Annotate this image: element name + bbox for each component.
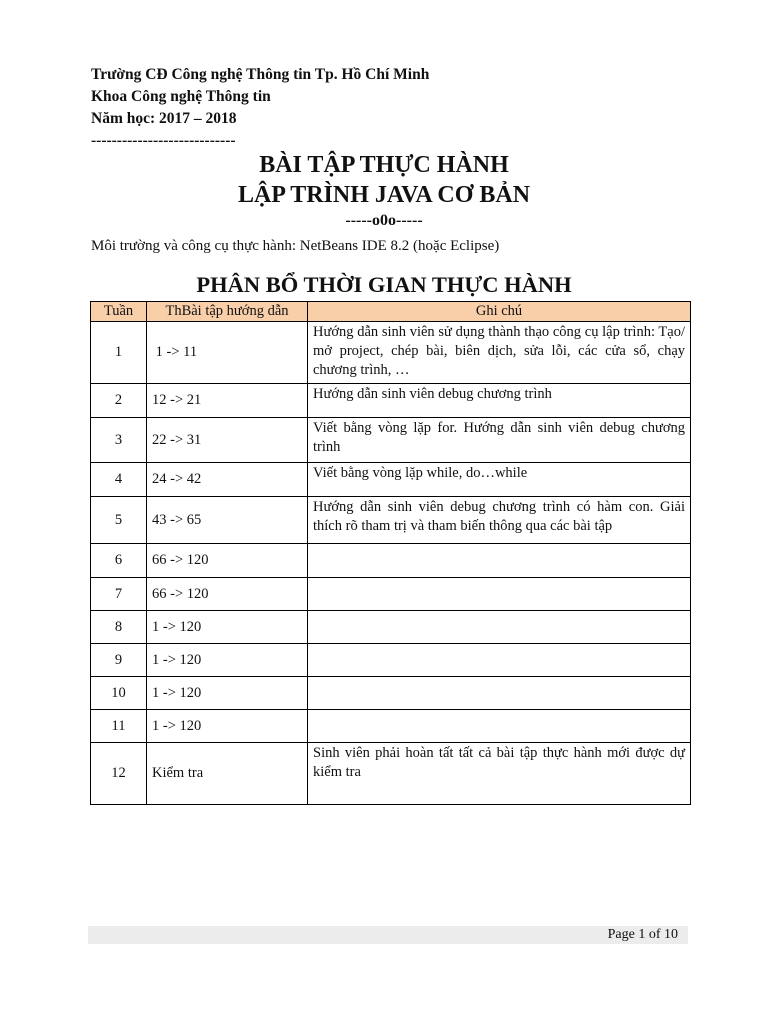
schedule-table bbox=[90, 301, 691, 805]
exercises-cell: Kiểm tra bbox=[147, 743, 308, 805]
week-cell: 12 bbox=[91, 743, 147, 805]
table-row bbox=[91, 322, 691, 384]
table-row bbox=[91, 463, 691, 497]
note-cell bbox=[308, 611, 691, 644]
note-cell: Sinh viên phải hoàn tất tất cả bài tập thực hành mới được dự kiểm tra bbox=[308, 743, 691, 805]
title-divider: -----o0o----- bbox=[345, 212, 423, 229]
week-cell: 3 bbox=[91, 418, 147, 463]
note-cell bbox=[308, 544, 691, 578]
school-year: Năm học: 2017 – 2018 bbox=[91, 110, 237, 127]
exercises-cell: 43 -> 65 bbox=[147, 497, 308, 544]
header-rule: ---------------------------- bbox=[91, 132, 236, 149]
exercises-cell: 1 -> 11 bbox=[147, 322, 308, 384]
exercises-cell: 1 -> 120 bbox=[147, 644, 308, 677]
exercises-cell: 1 -> 120 bbox=[147, 611, 308, 644]
section-title: PHÂN BỔ THỜI GIAN THỰC HÀNH bbox=[196, 272, 572, 297]
note-cell: Hướng dẫn sinh viên sử dụng thành thạo công cụ lập trình: Tạo/ mở project, chép bài, biên dịch, sửa lỗi, các cửa sổ, chạy chương trình, … bbox=[308, 322, 691, 384]
exercises-cell: 22 -> 31 bbox=[147, 418, 308, 463]
table-row bbox=[91, 710, 691, 743]
exercises-cell: 1 -> 120 bbox=[147, 710, 308, 743]
exercises-cell: 1 -> 120 bbox=[147, 677, 308, 710]
note-cell bbox=[308, 578, 691, 611]
table-header-row bbox=[91, 302, 691, 322]
note-cell: Hướng dẫn sinh viên debug chương trình có hàm con. Giải thích rõ tham trị và tham biến thông qua các bài tập bbox=[308, 497, 691, 544]
week-cell: 2 bbox=[91, 384, 147, 418]
week-cell: 4 bbox=[91, 463, 147, 497]
table-row bbox=[91, 544, 691, 578]
school-name: Trường CĐ Công nghệ Thông tin Tp. Hồ Chí Minh bbox=[91, 66, 430, 83]
exercises-cell: 66 -> 120 bbox=[147, 578, 308, 611]
note-cell bbox=[308, 710, 691, 743]
note-cell: Viết bằng vòng lặp while, do…while bbox=[308, 463, 691, 497]
note-cell bbox=[308, 644, 691, 677]
table-row bbox=[91, 677, 691, 710]
table-row bbox=[91, 611, 691, 644]
week-cell: 9 bbox=[91, 644, 147, 677]
exercises-cell: 24 -> 42 bbox=[147, 463, 308, 497]
week-cell: 6 bbox=[91, 544, 147, 578]
environment-note: Môi trường và công cụ thực hành: NetBeans IDE 8.2 (hoặc Eclipse) bbox=[91, 238, 500, 254]
table-row bbox=[91, 578, 691, 611]
column-header-notes: Ghi chú bbox=[308, 302, 691, 322]
page-number: Page 1 of 10 bbox=[607, 927, 678, 942]
title-line-1: BÀI TẬP THỰC HÀNH bbox=[259, 152, 509, 178]
note-cell bbox=[308, 677, 691, 710]
week-cell: 11 bbox=[91, 710, 147, 743]
exercises-cell: 66 -> 120 bbox=[147, 544, 308, 578]
table-row bbox=[91, 418, 691, 463]
week-cell: 7 bbox=[91, 578, 147, 611]
note-cell: Viết bằng vòng lặp for. Hướng dẫn sinh viên debug chương trình bbox=[308, 418, 691, 463]
week-cell: 8 bbox=[91, 611, 147, 644]
table-row bbox=[91, 384, 691, 418]
exercises-cell: 12 -> 21 bbox=[147, 384, 308, 418]
table-row bbox=[91, 743, 691, 805]
table-row bbox=[91, 644, 691, 677]
note-cell: Hướng dẫn sinh viên debug chương trình bbox=[308, 384, 691, 418]
table-row bbox=[91, 497, 691, 544]
week-cell: 5 bbox=[91, 497, 147, 544]
week-cell: 10 bbox=[91, 677, 147, 710]
faculty-name: Khoa Công nghệ Thông tin bbox=[91, 88, 271, 105]
column-header-exercises: ThBài tập hướng dẫn bbox=[147, 302, 308, 322]
document-header bbox=[91, 64, 429, 152]
page-footer bbox=[88, 926, 688, 944]
column-header-week: Tuần bbox=[91, 302, 147, 322]
title-line-2: LẬP TRÌNH JAVA CƠ BẢN bbox=[237, 182, 531, 208]
week-cell: 1 bbox=[91, 322, 147, 384]
